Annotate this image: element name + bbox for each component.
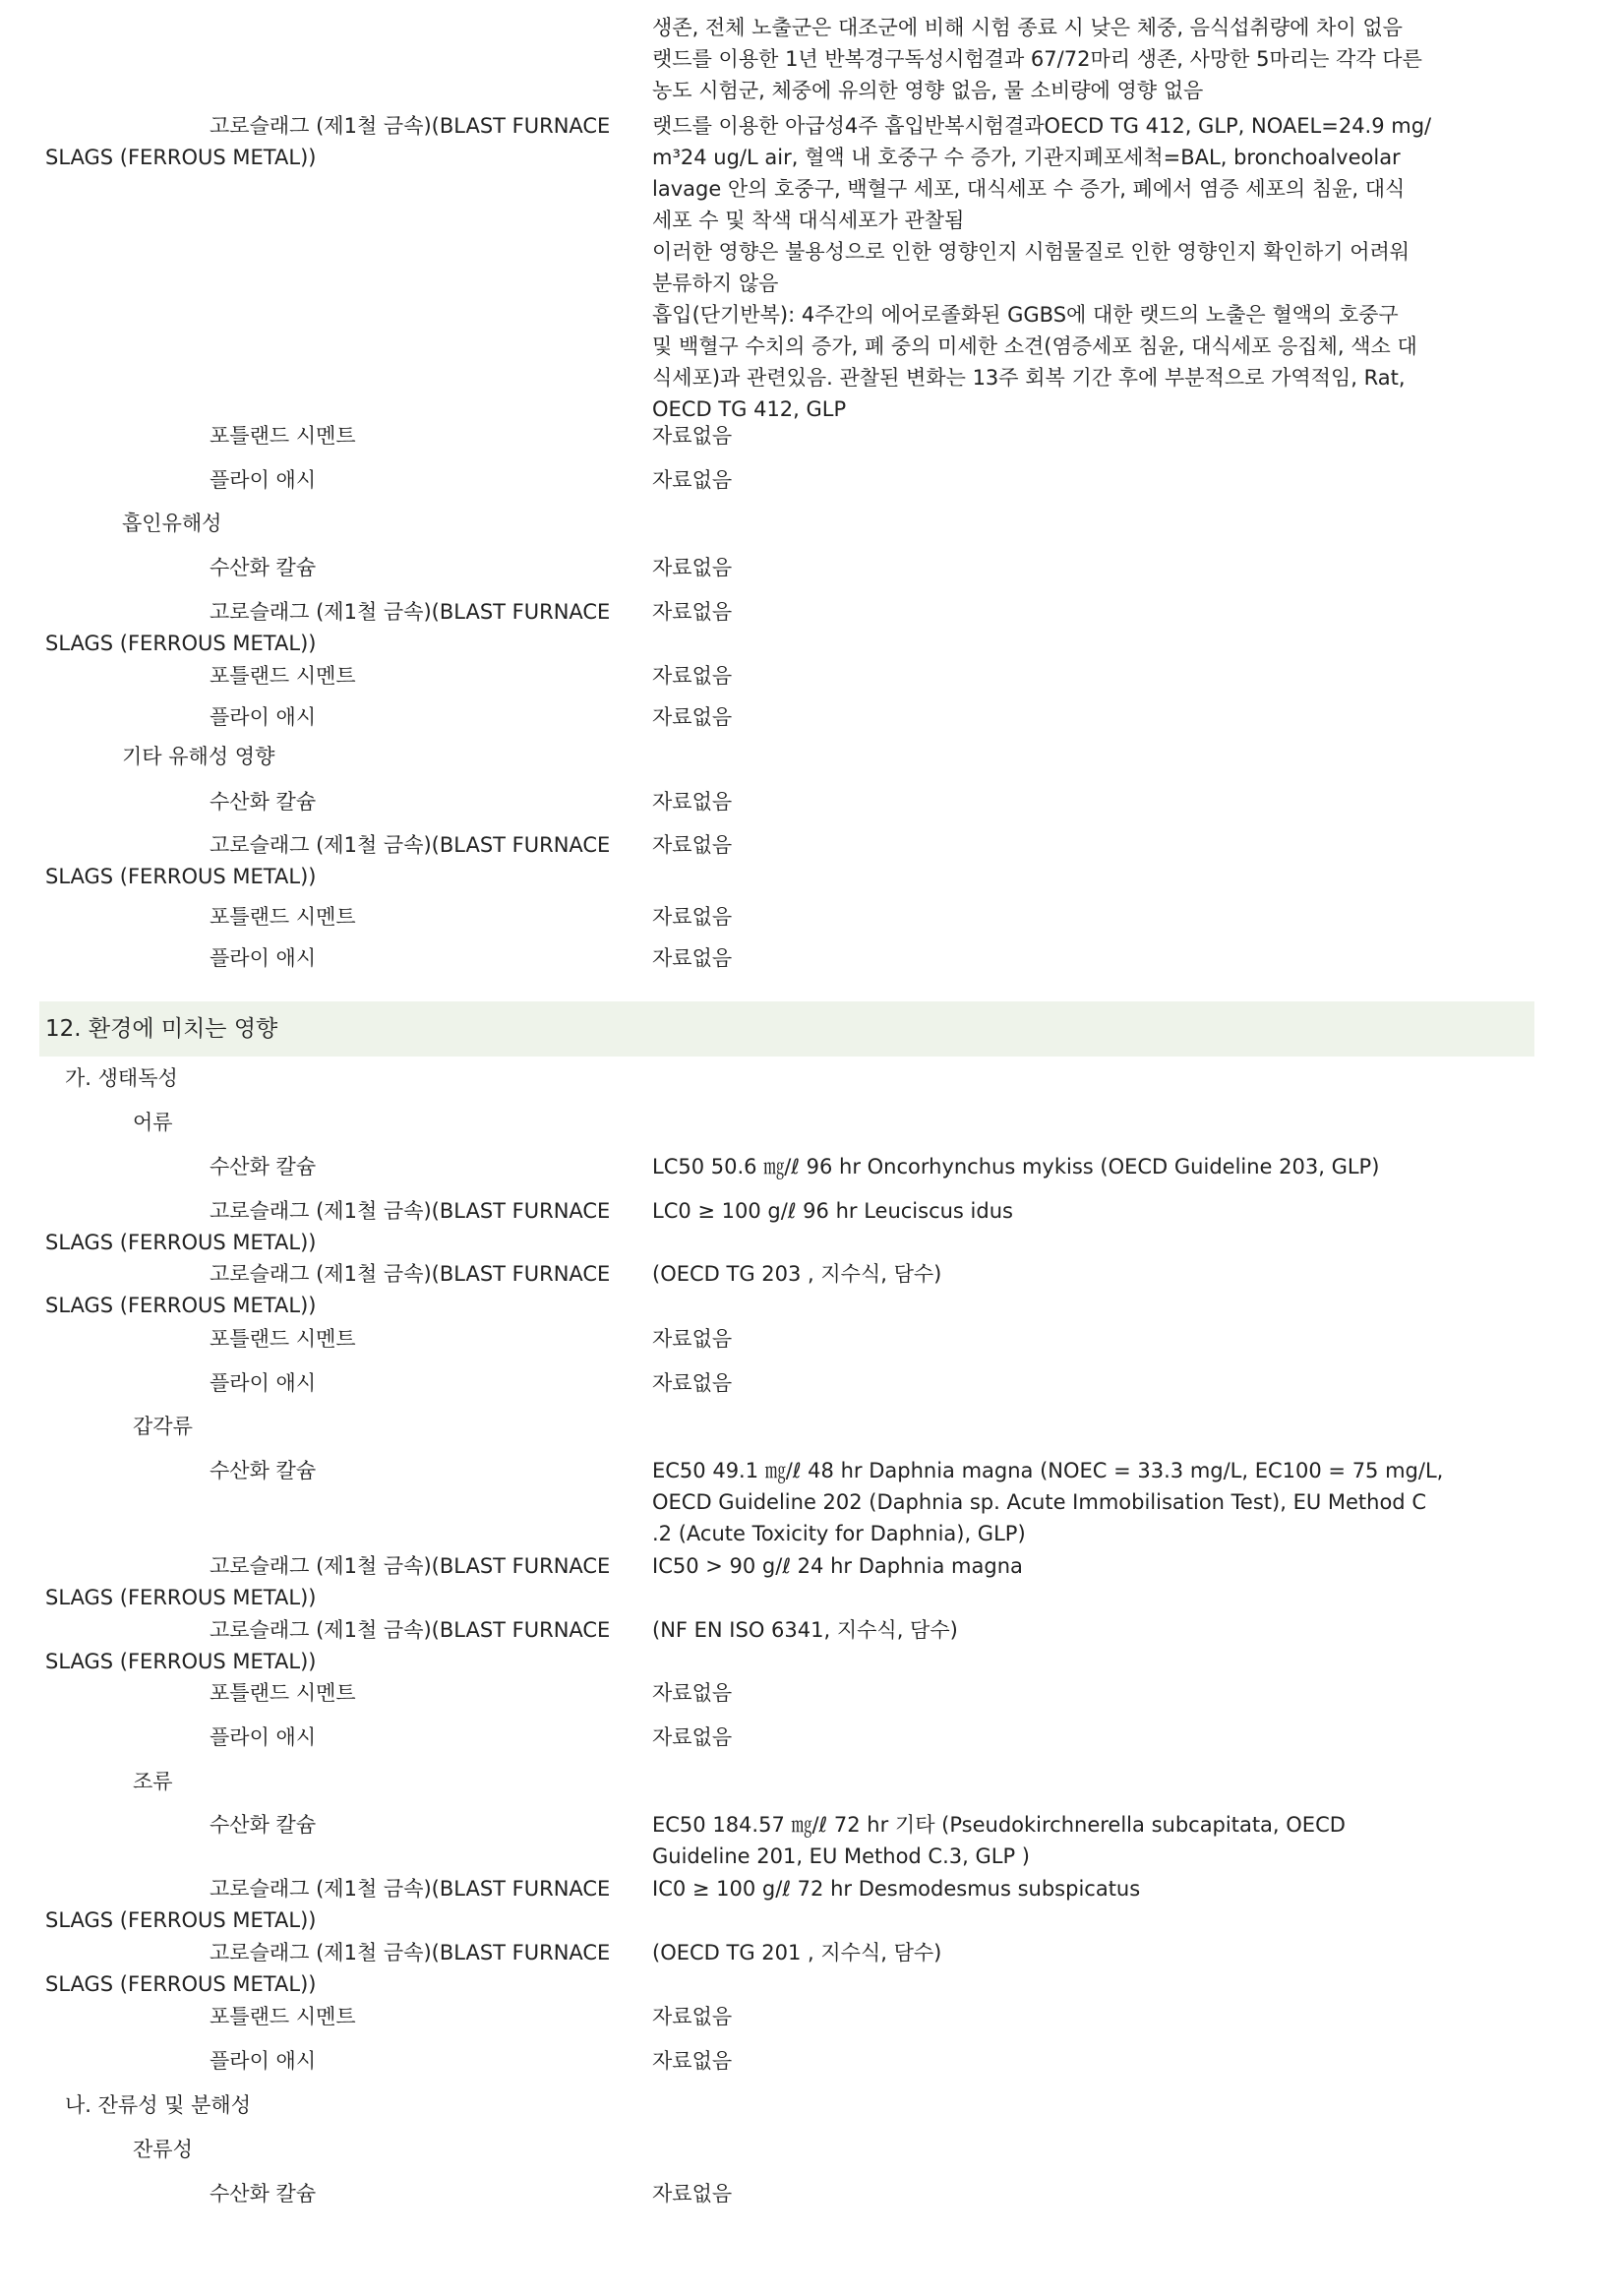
substance-name: 고로슬래그 (제1철 금속)(BLAST FURNACE: [210, 1554, 611, 1578]
substance-name: 플라이 애시: [210, 946, 317, 970]
substance-name: 포틀랜드 시멘트: [210, 1681, 356, 1705]
repeat-inhalation-value: [652, 110, 1431, 425]
substance-name: 포틀랜드 시멘트: [210, 1327, 356, 1351]
text-line: Guideline 201, EU Method C.3, GLP ): [652, 1844, 1030, 1868]
substance-name-cont: SLAGS (FERROUS METAL)): [45, 1908, 317, 1932]
text-line: 랫드를 이용한 1년 반복경구독성시험결과 67/72마리 생존, 사망한 5마리는 각각 다른: [652, 47, 1422, 71]
subsection-heading: 기타 유해성 영향: [122, 745, 275, 768]
text-line: 이러한 영향은 불용성으로 인한 영향인지 시험물질로 인한 영향인지 확인하기 어려워: [652, 240, 1411, 264]
substance-name: 수산화 칼슘: [210, 1155, 317, 1178]
substance-value: [652, 1809, 1346, 1872]
substance-name: 플라이 애시: [210, 1725, 317, 1749]
substance-name-cont: SLAGS (FERROUS METAL)): [45, 632, 317, 655]
substance-value: 자료없음: [652, 468, 733, 492]
substance-value: 자료없음: [652, 905, 733, 929]
substance-name: 고로슬래그 (제1철 금속)(BLAST FURNACE: [210, 1262, 611, 1286]
substance-name: 고로슬래그 (제1철 금속)(BLAST FURNACE: [210, 1941, 611, 1964]
substance-name: 포틀랜드 시멘트: [210, 2005, 356, 2028]
substance-name-cont: SLAGS (FERROUS METAL)): [45, 1294, 317, 1317]
substance-value: 자료없음: [652, 1371, 733, 1395]
text-line: 식세포)과 관련있음. 관찰된 변화는 13주 회복 기간 후에 부분적으로 가역적임, Rat,: [652, 366, 1406, 390]
substance-value: 자료없음: [652, 556, 733, 579]
substance-value: 자료없음: [652, 600, 733, 624]
substance-value: IC0 ≥ 100 g/ℓ 72 hr Desmodesmus subspicatus: [652, 1877, 1141, 1901]
substance-name: 수산화 칼슘: [210, 1459, 317, 1482]
text-line: 흡입(단기반복): 4주간의 에어로졸화된 GGBS에 대한 랫드의 노출은 혈액의 호중구: [652, 303, 1399, 327]
section-title: 12. 환경에 미치는 영향: [45, 1016, 278, 1042]
text-line: 세포 수 및 착색 대식세포가 관찰됨: [652, 209, 965, 232]
category-heading: 잔류성: [133, 2138, 193, 2161]
text-line: 랫드를 이용한 아급성4주 흡입반복시험결과OECD TG 412, GLP, NOAEL=24.9 mg/: [652, 114, 1432, 138]
substance-name: 고로슬래그 (제1철 금속)(BLAST FURNACE: [210, 114, 611, 138]
substance-value: [652, 1455, 1443, 1549]
text-line: OECD Guideline 202 (Daphnia sp. Acute Immobilisation Test), EU Method C: [652, 1490, 1426, 1514]
substance-value: 자료없음: [652, 705, 733, 729]
substance-name-cont: SLAGS (FERROUS METAL)): [45, 1972, 317, 1996]
substance-value: 자료없음: [652, 2005, 733, 2028]
section-header: [39, 1001, 1534, 1057]
category-heading: 어류: [133, 1111, 173, 1134]
text-line: EC50 184.57 ㎎/ℓ 72 hr 기타 (Pseudokirchnerella subcapitata, OECD: [652, 1813, 1346, 1837]
substance-name: 고로슬래그 (제1철 금속)(BLAST FURNACE: [210, 1618, 611, 1642]
substance-name-cont: SLAGS (FERROUS METAL)): [45, 1650, 317, 1673]
substance-value: 자료없음: [652, 664, 733, 688]
category-heading: 조류: [133, 1770, 173, 1793]
substance-value: LC50 50.6 ㎎/ℓ 96 hr Oncorhynchus mykiss (OECD Guideline 203, GLP): [652, 1155, 1380, 1178]
substance-name: 플라이 애시: [210, 468, 317, 492]
substance-value: 자료없음: [652, 2182, 733, 2205]
substance-name: 수산화 칼슘: [210, 790, 317, 814]
substance-value: (OECD TG 203 , 지수식, 담수): [652, 1262, 942, 1286]
substance-name-cont: SLAGS (FERROUS METAL)): [45, 1231, 317, 1254]
substance-name: 고로슬래그 (제1철 금속)(BLAST FURNACE: [210, 1877, 611, 1901]
text-line: 분류하지 않음: [652, 272, 779, 295]
substance-name: 플라이 애시: [210, 705, 317, 729]
substance-value: 자료없음: [652, 790, 733, 814]
substance-value: 자료없음: [652, 2049, 733, 2073]
substance-name: 수산화 칼슘: [210, 1813, 317, 1837]
text-line: EC50 49.1 ㎎/ℓ 48 hr Daphnia magna (NOEC = 33.3 mg/L, EC100 = 75 mg/L,: [652, 1459, 1444, 1482]
text-line: m³24 ug/L air, 혈액 내 호중구 수 증가, 기관지폐포세척=BAL, bronchoalveolar: [652, 146, 1401, 169]
substance-name: 고로슬래그 (제1철 금속)(BLAST FURNACE: [210, 600, 611, 624]
substance-name-cont: SLAGS (FERROUS METAL)): [45, 865, 317, 888]
text-line: OECD TG 412, GLP: [652, 397, 847, 421]
substance-name-cont: SLAGS (FERROUS METAL)): [45, 146, 317, 169]
substance-value: 자료없음: [652, 1725, 733, 1749]
substance-name: 고로슬래그 (제1철 금속)(BLAST FURNACE: [210, 833, 611, 857]
substance-value: LC0 ≥ 100 g/ℓ 96 hr Leuciscus idus: [652, 1199, 1013, 1223]
substance-name: 수산화 칼슘: [210, 556, 317, 579]
substance-name: 고로슬래그 (제1철 금속)(BLAST FURNACE: [210, 1199, 611, 1223]
category-heading: 갑각류: [133, 1415, 193, 1438]
substance-value: IC50 > 90 g/ℓ 24 hr Daphnia magna: [652, 1554, 1023, 1578]
subsection-heading: 흡인유해성: [122, 512, 222, 535]
substance-value: 자료없음: [652, 833, 733, 857]
subsection-heading: 가. 생태독성: [65, 1066, 178, 1090]
substance-name: 플라이 애시: [210, 1371, 317, 1395]
substance-value: 자료없음: [652, 1327, 733, 1351]
substance-value: (OECD TG 201 , 지수식, 담수): [652, 1941, 942, 1964]
substance-value: (NF EN ISO 6341, 지수식, 담수): [652, 1618, 958, 1642]
text-line: 및 백혈구 수치의 증가, 폐 중의 미세한 소견(염증세포 침윤, 대식세포 응집체, 색소 대: [652, 334, 1417, 358]
text-line: 생존, 전체 노출군은 대조군에 비해 시험 종료 시 낮은 체중, 음식섭취량에 차이 없음: [652, 16, 1403, 39]
text-line: 농도 시험군, 체중에 유의한 영향 없음, 물 소비량에 영향 없음: [652, 79, 1204, 102]
substance-name: 포틀랜드 시멘트: [210, 664, 356, 688]
intro-text: [652, 12, 1537, 106]
substance-name: 수산화 칼슘: [210, 2182, 317, 2205]
substance-value: 자료없음: [652, 1681, 733, 1705]
text-line: .2 (Acute Toxicity for Daphnia), GLP): [652, 1522, 1026, 1545]
substance-value: 자료없음: [652, 946, 733, 970]
subsection-heading: 나. 잔류성 및 분해성: [65, 2093, 251, 2117]
substance-value: 자료없음: [652, 424, 733, 448]
substance-name: 플라이 애시: [210, 2049, 317, 2073]
substance-name: 포틀랜드 시멘트: [210, 424, 356, 448]
substance-name: 포틀랜드 시멘트: [210, 905, 356, 929]
substance-name-cont: SLAGS (FERROUS METAL)): [45, 1586, 317, 1609]
text-line: lavage 안의 호중구, 백혈구 세포, 대식세포 수 증가, 폐에서 염증 세포의 침윤, 대식: [652, 177, 1406, 201]
